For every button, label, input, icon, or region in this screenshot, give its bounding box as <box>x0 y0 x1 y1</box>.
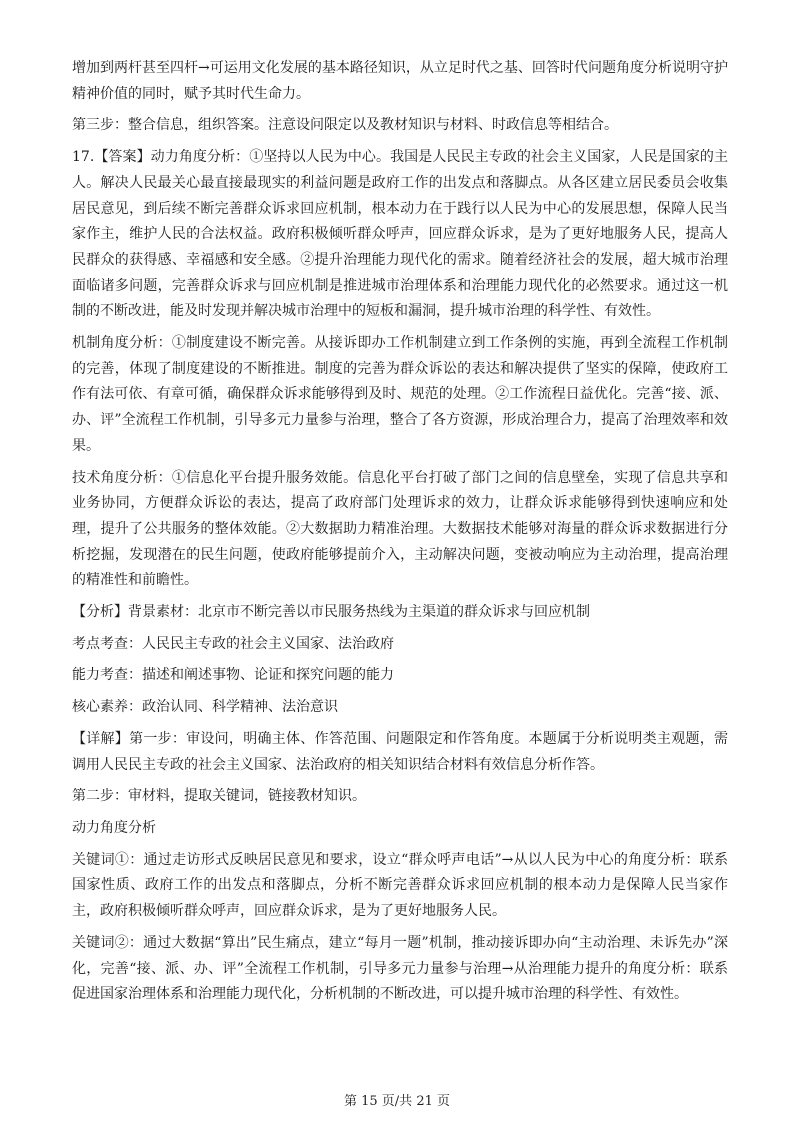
paragraph-core-literacy: 核心素养：政治认同、科学精神、法治意识 <box>72 699 338 716</box>
page-footer: 第 15 页/共 21 页 <box>344 1094 450 1109</box>
document-body <box>72 56 728 1008</box>
paragraph-exam-points: 考点考查：人民民主专政的社会主义国家、法治政府 <box>72 635 394 652</box>
paragraph-step-three: 第三步：整合信息，组织答案。注意设问限定以及教材知识与材料、时政信息等相结合。 <box>72 117 618 134</box>
paragraph-culture-path: 增加到两杆甚至四杆→可运用文化发展的基本路径知识，从立足时代之基、回答时代问题角度分析说明守护精神价值的同时，赋予其时代生命力。 <box>72 60 728 102</box>
paragraph-step-two: 第二步：审材料，提取关键词，链接教材知识。 <box>72 788 366 805</box>
paragraph-keyword-one: 关键词①：通过走访形式反映居民意见和要求，设立“群众呼声电话”→从以人民为中心的角度分析：联系国家性质、政府工作的出发点和落脚点，分析不断完善群众诉求回应机制的根本动力是保障人民当家作主，政府积极倾听群众呼声，回应群众诉求，是为了更好地服务人民。 <box>72 851 728 920</box>
paragraph-ability: 能力考查：描述和阐述事物、论证和探究问题的能力 <box>72 667 394 684</box>
paragraph-mechanism-analysis: 机制角度分析：①制度建设不断完善。从接诉即办工作机制建立到工作条例的实施，再到全流程工作机制的完善，体现了制度建设的不断推进。制度的完善为群众诉讼的表达和解决提供了坚实的保障，使政府工作有法可依、有章可循，确保群众诉求能够得到及时、规范的处理。②工作流程日益优化。完善“接、派、办、评”全流程工作机制，引导多元力量参与治理，整合了各方资源，形成治理合力，提高了治理效率和效果。 <box>72 335 728 454</box>
paragraph-technology-analysis: 技术角度分析：①信息化平台提升服务效能。信息化平台打破了部门之间的信息壁垒，实现了信息共享和业务协同，方便群众诉讼的表达，提高了政府部门处理诉求的效力，让群众诉求能够得到快速响应和处理，提升了公共服务的整体效能。②大数据助力精准治理。大数据技术能够对海量的群众诉求数据进行分析挖掘，发现潜在的民生问题，使政府能够提前介入，主动解决问题，变被动响应为主动治理，提高治理的精准性和前瞻性。 <box>72 469 728 589</box>
paragraph-analysis-background: 【分析】背景素材：北京市不断完善以市民服务热线为主渠道的群众诉求与回应机制 <box>72 604 590 621</box>
paragraph-answer-17-motivation: 17.【答案】动力角度分析：①坚持以人民为中心。我国是人民民主专政的社会主义国家，人民是国家的主人。解决人民最关心最直接最现实的利益问题是政府工作的出发点和落脚点。从各区建立居民委员会收集居民意见，到后续不断完善群众诉求回应机制，根本动力在于践行以人民为中心的发展思想，保障人民当家作主，维护人民的合法权益。政府积极倾听群众呼声，回应群众诉求，是为了更好地服务人民，提高人民群众的获得感、幸福感和安全感。②提升治理能力现代化的需求。随着经济社会的发展，超大城市治理面临诸多问题，完善群众诉求与回应机制是推进城市治理体系和治理能力现代化的必然要求。通过这一机制的不断改进，能及时发现并解决城市治理中的短板和漏洞，提升城市治理的科学性、有效性。 <box>72 149 728 320</box>
paragraph-detail-step-one: 【详解】第一步：审设问，明确主体、作答范围、问题限定和作答角度。本题属于分析说明类主观题，需调用人民民主专政的社会主义国家、法治政府的相关知识结合材料有效信息分析作答。 <box>72 730 728 773</box>
paragraph-motivation-heading: 动力角度分析 <box>72 819 156 836</box>
paragraph-keyword-two: 关键词②：通过大数据“算出”民生痛点，建立“每月一题”机制，推动接诉即办向“主动治理、未诉先办”深化，完善“接、派、办、评”全流程工作机制，引导多元力量参与治理→从治理能力提升的角度分析：联系促进国家治理体系和治理能力现代化，分析机制的不断改进，可以提升城市治理的科学性、有效性。 <box>72 934 728 1003</box>
